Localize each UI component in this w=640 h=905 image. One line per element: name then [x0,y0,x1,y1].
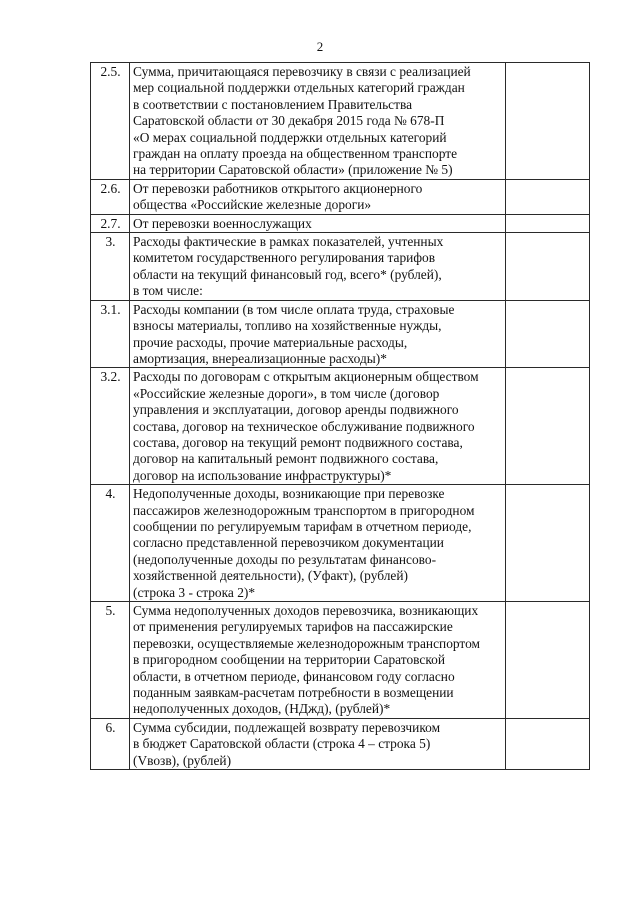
row-description: Расходы фактические в рамках показателей, учтенных комитетом государственного регулирования тарифов области на текущий финансовый год, всего* (рублей), в том числе: [130,233,506,301]
table-row [91,718,590,769]
row-value-cell [506,718,590,769]
row-value-cell [506,179,590,214]
indicators-table [90,62,590,770]
row-number: 5. [91,602,130,719]
row-value-cell [506,602,590,719]
table-row [91,602,590,719]
row-number: 2.7. [91,214,130,232]
row-value-cell [506,63,590,180]
row-description: Расходы по договорам с открытым акционерным обществом «Российские железные дороги», в том числе (договор управления и эксплуатации, договор аренды подвижного состава, договор на техническое обслуживание подвижного состава, договор на текущий ремонт подвижного состава, договор на капитальный ремонт подвижного состава, договор на использование инфраструктуры)* [130,368,506,485]
row-value-cell [506,300,590,368]
row-value-cell [506,368,590,485]
row-description: Недополученные доходы, возникающие при перевозке пассажиров железнодорожным транспортом в пригородном сообщении по регулируемым тарифам в отчетном периоде, согласно представленной перевозчиком документации (недополученные доходы по результатам финансово- хозяйственной деятельности), (Уфакт), (рублей) (строка 3 - строка 2)* [130,485,506,602]
row-description: Сумма недополученных доходов перевозчика, возникающих от применения регулируемых тарифов на пассажирские перевозки, осуществляемые железнодорожным транспортом в пригородном сообщении на территории Саратовской области, в отчетном периоде, финансовом году согласно поданным заявкам-расчетам потребности в возмещении недополученных доходов, (НДжд), (рублей)* [130,602,506,719]
table-row [91,485,590,602]
table-row [91,63,590,180]
row-number: 3.2. [91,368,130,485]
row-description: Сумма субсидии, подлежащей возврату перевозчиком в бюджет Саратовской области (строка 4 – строка 5) (Vвозв), (рублей) [130,718,506,769]
table-row [91,300,590,368]
row-description: Расходы компании (в том числе оплата труда, страховые взносы материалы, топливо на хозяйственные нужды, прочие расходы, прочие материальные расходы, амортизация, внереализационные расходы)* [130,300,506,368]
row-number: 6. [91,718,130,769]
row-description: От перевозки военнослужащих [130,214,506,232]
table-row [91,214,590,232]
row-number: 2.6. [91,179,130,214]
row-description: Сумма, причитающаяся перевозчику в связи с реализацией мер социальной поддержки отдельных категорий граждан в соответствии с постановлением Правительства Саратовской области от 30 декабря 2015 года № 678-П «О мерах социальной поддержки отдельных категорий граждан на оплату проезда на общественном транспорте на территории Саратовской области» (приложение № 5) [130,63,506,180]
table-row [91,233,590,301]
row-number: 3. [91,233,130,301]
row-number: 3.1. [91,300,130,368]
row-description: От перевозки работников открытого акционерного общества «Российские железные дороги» [130,179,506,214]
row-value-cell [506,214,590,232]
row-number: 4. [91,485,130,602]
table-row [91,368,590,485]
page-number: 2 [316,39,324,54]
row-value-cell [506,233,590,301]
table-row [91,179,590,214]
row-number: 2.5. [91,63,130,180]
row-value-cell [506,485,590,602]
